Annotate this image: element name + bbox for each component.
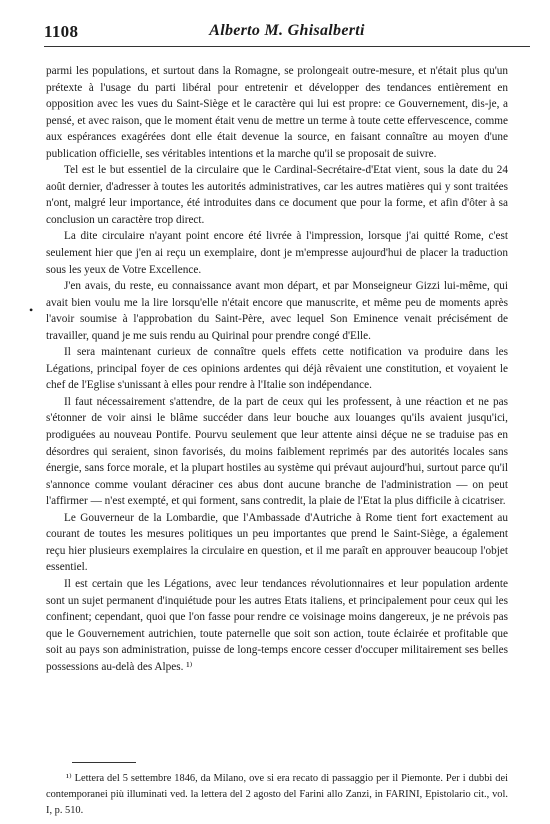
running-title: Alberto M. Ghisalberti: [209, 22, 365, 39]
paragraph-4: J'en avais, du reste, eu connaissance avant mon départ, et par Monseigneur Gizzi lui-même, qui avait bien voulu me la lire lorsqu'elle n'était encore que manuscrite, et même peu de moments après l'avoir soumise à l'approbation du Saint-Père, avec lequel Son Eminence venait précisément de travailler, quand je me suis rendu au Quirinal pour prendre congé d'Elle.: [46, 280, 508, 342]
margin-mark: •: [29, 303, 34, 317]
page-number: 1108: [44, 22, 79, 41]
paragraph-3: La dite circulaire n'ayant point encore été livrée à l'impression, lorsque j'ai quitté Rome, c'est seulement hier que j'en ai reçu un exemplaire, dont je m'empresse aujourd'hui de placer la traduction sous les yeux de Votre Excellence.: [46, 230, 508, 276]
paragraph-6: Il faut nécessairement s'attendre, de la part de ceux qui les professent, à une réaction et ne pas s'étonner de voir ainsi le blâme succéder dans leur bouche aux louanges qu'ils avaient jusqu'ici, prodiguées au nouveau Pontife. Pourvu seulement que leur attente ainsi déçue ne se traduise pas en désordres qui seraient, sinon favorisés, du moins faiblement reprimés par des autorités locales sans énergie, sans force morale, et la plupart hostiles au système qui prévaut aujourd'hui, surtout parce qu'il s'annonce comme voulant déraciner ces abus dont aucune branche de l'administration — on peut l'affirmer — n'est exempté, et qui forment, sans contredit, la plaie de l'Etat la plus difficile à cicatriser.: [46, 395, 508, 508]
page-header: [44, 22, 530, 47]
paragraph-1: parmi les populations, et surtout dans la Romagne, se prolongeait outre-mesure, et n'était plus qu'un prétexte à l'usage du parti libéral pour entretenir et développer des tendances entièrement en opposition avec les vues du Saint-Siège et le caractère qui lui est propre: ce Gouvernement, dis-je, a pensé, et avec raison, que le moment était venu de mettre un terme à toute cette effervescence, comme aux espérances exagérées dont elle était devenue la source, en faisant connaître au moyen d'une publication officielle, ses véritables intentions et la marche qu'il se proposait de suivre.: [46, 65, 508, 160]
paragraph-5: Il sera maintenant curieux de connaître quels effets cette notification va produire dans les Légations, principal foyer de ces opinions ardentes qui déjà rêvaient une constitution, et voyaient le chef de l'Eglise s'unissant à elles pour rendre à l'Italie son indépendance.: [46, 346, 508, 392]
body-text: [46, 63, 508, 675]
paragraph-8: Il est certain que les Légations, avec leur tendances révolutionnaires et leur population ardente sont un sujet permanent d'inquiétude pour les autres Etats italiens, et principalement pour ceux qui les confinent; cependant, quoi que l'on fasse pour rendre ce voisinage moins dangereux, je ne prévois pas que le Gouvernement autrichien, toute paternelle que soit son action, toute éclairée et profitable que soit au pays son administration, puisse de long-temps encore cesser d'occuper militairement ses belles possessions au-delà des Alpes. ¹⁾: [46, 577, 508, 673]
footnote: ¹⁾ Lettera del 5 settembre 1846, da Milano, ove si era recato di passaggio per il Piemonte. Per i dubbi dei contemporanei più illuminati ved. la lettera del 2 agosto del Farini allo Zanzi, in FARINI, Epistolario cit., vol. I, p. 510.: [46, 773, 508, 816]
paragraph-7: Le Gouverneur de la Lombardie, que l'Ambassade d'Autriche à Rome tient fort exactement au courant de toutes les mesures politiques un peu importantes que prend le Saint-Siège, a également reçu hier plusieurs exemplaires la circulaire en question, et il me paraît en approuver beaucoup l'objet essentiel.: [46, 511, 508, 574]
footnote-rule: [72, 762, 136, 763]
paragraph-2: Tel est le but essentiel de la circulaire que le Cardinal-Secrétaire-d'Etat vient, sous la date du 24 août dernier, d'adresser à toutes les autorités administratives, car les autres matières qui y sont traitées n'ont, malgré leur importance, été introduites dans ce document que pour la forme, et afin d'ôter à sa conclusion un caractère trop direct.: [46, 164, 508, 226]
